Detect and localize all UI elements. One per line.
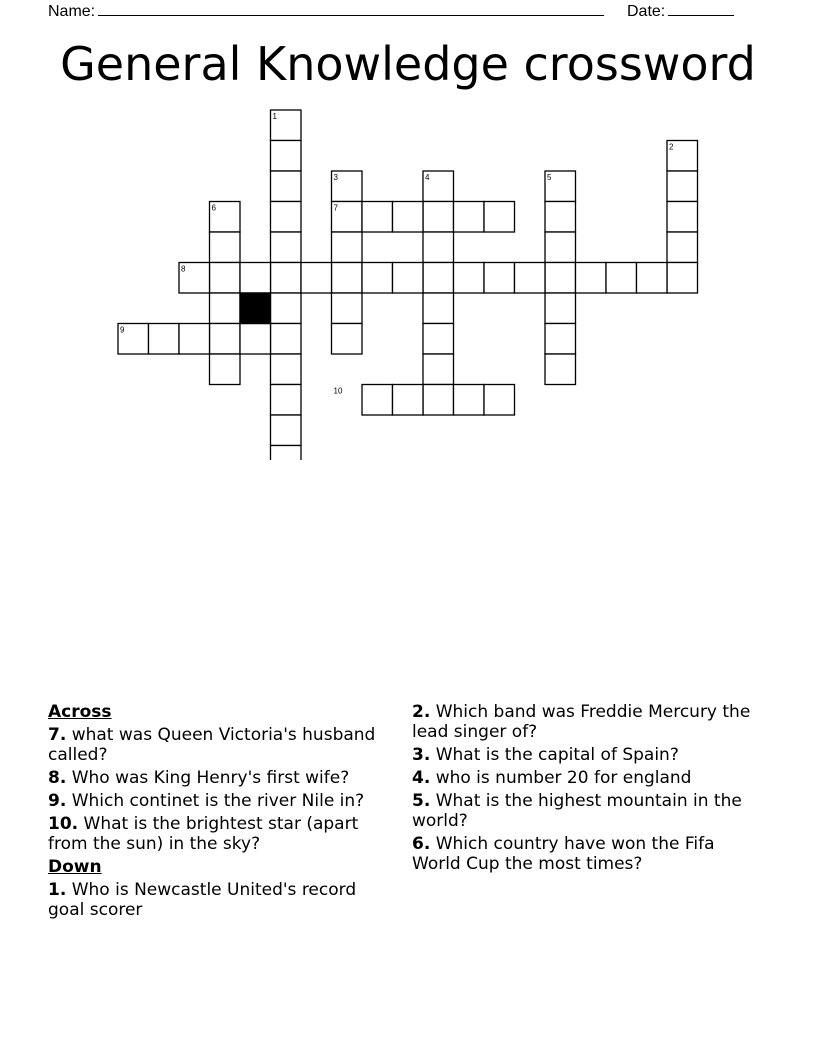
grid-cell[interactable] [271, 232, 302, 263]
grid-cell[interactable] [454, 263, 485, 294]
grid-cell[interactable] [332, 263, 363, 294]
grid-cell[interactable] [271, 415, 302, 446]
grid-cell[interactable] [423, 263, 454, 294]
grid-cell[interactable] [362, 385, 393, 416]
grid-cell[interactable] [332, 324, 363, 355]
grid-cell[interactable] [667, 232, 698, 263]
grid-cell[interactable] [667, 263, 698, 294]
clue [412, 834, 757, 874]
grid-cell[interactable] [545, 293, 576, 324]
grid-cell[interactable] [271, 202, 302, 233]
grid-cell[interactable] [271, 446, 302, 461]
grid-cell[interactable] [271, 263, 302, 294]
grid-cell[interactable] [545, 354, 576, 385]
cell-number: 5 [547, 173, 552, 182]
cell-number: 8 [181, 264, 186, 274]
grid-cell[interactable] [667, 171, 698, 202]
clue-number: 1. [48, 880, 67, 900]
down-clue-list-continued [412, 702, 757, 874]
grid-cell[interactable] [271, 141, 302, 172]
grid-cell[interactable] [332, 293, 363, 324]
clue-number: 2. [412, 702, 431, 722]
clue-number: 5. [412, 791, 431, 811]
page-title: General Knowledge crossword [60, 37, 756, 91]
grid-cell[interactable] [362, 263, 393, 294]
grid-cell[interactable] [667, 202, 698, 233]
clue [412, 745, 757, 765]
clue [48, 768, 388, 788]
grid-cell[interactable] [423, 354, 454, 385]
grid-cell[interactable] [606, 263, 637, 294]
grid-cell[interactable] [149, 324, 180, 355]
grid-cell[interactable] [484, 263, 515, 294]
grid-cell[interactable] [301, 263, 332, 294]
grid-cell[interactable] [240, 324, 271, 355]
clue [48, 725, 388, 765]
cell-number: 4 [425, 173, 430, 182]
clue [48, 791, 388, 811]
clue-text: Who is Newcastle United's record goal scorer [48, 880, 357, 920]
clue-number: 4. [412, 768, 431, 788]
crossword-grid [0, 0, 816, 460]
grid-cell[interactable] [271, 324, 302, 355]
clue-text: Which band was Freddie Mercury the lead singer of? [412, 702, 751, 742]
grid-cell[interactable] [271, 385, 302, 416]
grid-cell[interactable] [210, 232, 241, 263]
grid-cell[interactable] [423, 293, 454, 324]
cell-number: 7 [333, 203, 338, 213]
clues-left-column [48, 702, 388, 923]
grid-cell[interactable] [484, 385, 515, 416]
grid-cell[interactable] [393, 263, 424, 294]
grid-cell[interactable] [484, 202, 515, 233]
across-clue-list [48, 725, 388, 854]
clue-number: 7. [48, 725, 67, 745]
grid-cell[interactable] [545, 263, 576, 294]
grid-cell[interactable] [423, 202, 454, 233]
grid-cell[interactable] [210, 354, 241, 385]
clue-text: What is the capital of Spain? [435, 745, 679, 765]
clue-text: Who was King Henry's first wife? [71, 768, 350, 788]
grid-cell[interactable] [454, 385, 485, 416]
across-heading: Across [48, 702, 112, 722]
clue-text: Which continet is the river Nile in? [71, 791, 365, 811]
grid-cell[interactable] [210, 324, 241, 355]
clues-right-column [412, 702, 757, 877]
down-heading: Down [48, 857, 102, 877]
clue-text: What is the brightest star (apart from the sun) in the sky? [48, 814, 359, 854]
grid-cell[interactable] [240, 263, 271, 294]
cell-number: 6 [211, 203, 216, 213]
grid-cell[interactable] [545, 202, 576, 233]
grid-cell[interactable] [271, 354, 302, 385]
date-label: Date: [627, 3, 666, 20]
grid-cell[interactable] [271, 293, 302, 324]
grid-cell[interactable] [576, 263, 607, 294]
grid-cell[interactable] [423, 324, 454, 355]
grid-cell[interactable] [454, 202, 485, 233]
clue-text: what was Queen Victoria's husband called? [48, 725, 376, 765]
grid-cell[interactable] [179, 324, 210, 355]
clue [412, 791, 757, 831]
name-label: Name: [48, 3, 96, 20]
down-clue-list [48, 880, 388, 920]
clue-text: What is the highest mountain in the world? [412, 791, 742, 831]
clue [412, 702, 757, 742]
clue [48, 880, 388, 920]
clue-number: 10. [48, 814, 79, 834]
clue [412, 768, 757, 788]
grid-cell[interactable] [332, 232, 363, 263]
grid-cell[interactable] [210, 293, 241, 324]
grid-cell[interactable] [637, 263, 668, 294]
grid-cell[interactable] [210, 263, 241, 294]
clue-number: 3. [412, 745, 431, 765]
grid-cell[interactable] [545, 324, 576, 355]
cell-number: 2 [669, 142, 674, 152]
grid-cell[interactable] [545, 232, 576, 263]
grid-cell[interactable] [423, 385, 454, 416]
grid-cell[interactable] [423, 232, 454, 263]
cell-number: 9 [120, 325, 125, 335]
shaded-cell [240, 293, 271, 324]
clue-number: 6. [412, 834, 431, 854]
grid-cell[interactable] [362, 202, 393, 233]
clue-text: who is number 20 for england [435, 768, 692, 788]
clue [48, 814, 388, 854]
grid-cell[interactable] [271, 171, 302, 202]
cell-number: 10 [333, 386, 343, 396]
clue-number: 8. [48, 768, 67, 788]
grid-cell[interactable] [515, 263, 546, 294]
grid-cell[interactable] [393, 385, 424, 416]
cell-number: 3 [333, 173, 338, 182]
grid-cell[interactable] [393, 202, 424, 233]
cell-number: 1 [272, 112, 277, 121]
clue-text: Which country have won the Fifa World Cup the most times? [412, 834, 715, 874]
clue-number: 9. [48, 791, 67, 811]
